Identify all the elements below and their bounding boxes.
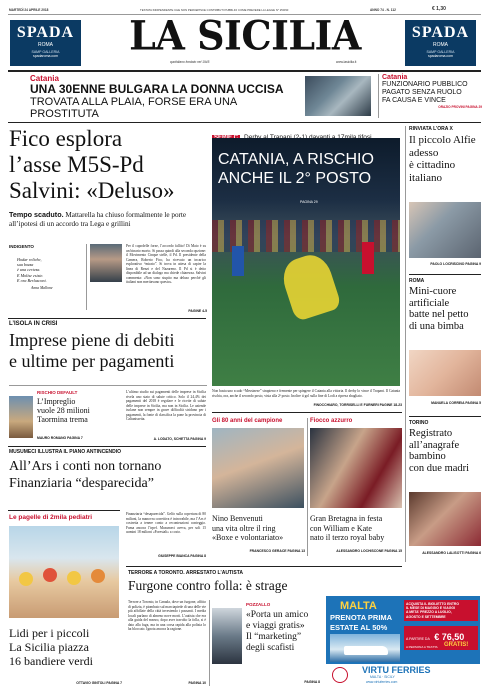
sport-headline-line2: ANCHE IL 2° POSTO <box>218 170 372 187</box>
ad-malta-right4: AGOSTO E SETTEMBRE <box>406 614 446 619</box>
alfie-photo <box>409 202 481 258</box>
taormina-photo <box>9 396 33 438</box>
indigento-box <box>9 244 87 310</box>
ad-malta-brand-sub: MALTA · SICILY <box>370 675 395 679</box>
newspaper-title: LA SICILIA <box>129 11 361 60</box>
alfie-line1: Il piccolo Alfie <box>409 134 476 146</box>
fiocco-line3: nato il terzo royal baby <box>310 533 385 542</box>
cuore-kicker: ROMA <box>409 278 425 284</box>
toronto-body: Terrore a Toronto, in Canada, dove un furgone, affitto di polizia, è piombato sul marciapiede di una delle vie più affollate della città investendo i passanti. I media locali parlano di almeno nove morti. L’autista che era alla guida del mezzo, dopo aver travolto la folla, si è dato alla fuga, ma in una corsa rapida alla polizia lo ha bloccato. Ignota ancora la ragione. <box>128 600 206 631</box>
isola-body: L’ultimo studio sui pagamenti delle imprese in Sicilia rivela uno stato di salute critico. Solo il 24,4% dei pagamenti del 2018 è regolare e le ricette di salute delle imprese in Sicilia, ma non in Sicilia. Le aziende isolane non sempre in grave difficoltà stridono per i pagamenti, la fonte di classifica la pone la provincia di Caltanissetta. <box>126 390 206 421</box>
top-right-line1: FUNZIONARIO PUBBLICO <box>382 81 468 88</box>
tagline: TESTATA INDIPENDENTE CHE NON PERCEPISCE CONTRIBUTI PUBBLICI COME PREVEDE LA LEGGE N° 250/90 <box>140 8 289 12</box>
top-story-kicker: Catania <box>30 74 59 83</box>
bambini-headline-line3: 16 bandiere verdi <box>9 654 93 668</box>
bambini-photo <box>9 526 119 618</box>
isola-sub-line3: Taormina trema <box>37 415 88 424</box>
lead-body: Per il capodelle forze, l’accordo fallito! Di Maio è su un binario morto. Si passa quindi alla seconda opzione: il Movimento Cinque stelle, il Pd. Il presidente della Camera, Roberto Fico, ha ricevuto un incarico esplorativo “mirato”. Si trova in attesa di capire la linea di Renzi e del Nazareno. Il Pd si è detto disponibile ad un dialogo ma chiede chiarezza. Salvini commenta: «Non sono stupito ma deluso perché gli italiani non meritavano questo». <box>126 244 206 284</box>
fiocco-kicker: Fiocco azzurro <box>310 418 353 424</box>
top-story-line2: TROVATA ALLA PLAIA, FORSE ERA UNA PROSTITUTA <box>30 96 237 120</box>
ars-kicker: MUSUMECI ILLUSTRA IL PIANO ANTINCENDIO <box>9 449 122 455</box>
campione-line2: una vita oltre il ring <box>212 523 276 533</box>
ad-spada-left[interactable] <box>10 20 81 66</box>
lead-deck-bold: Tempo scaduto. <box>9 210 64 219</box>
torino-story[interactable] <box>409 420 481 560</box>
isola-kicker: L’ISOLA IN CRISI <box>9 321 58 327</box>
ad-malta-brand: VIRTU FERRIES <box>362 665 431 675</box>
ad-malta-line2: ESTATE AL 50% <box>330 623 388 632</box>
ars-headline-line1: All’Ars i conti non tornano <box>9 459 162 474</box>
ad-malta-price-label: A PARTIRE DA <box>406 637 430 641</box>
top-right-story[interactable] <box>382 74 482 120</box>
ad-spada-right[interactable] <box>405 20 476 66</box>
top-story[interactable] <box>30 74 300 120</box>
ad-malta[interactable] <box>326 596 480 686</box>
fiocco-sig: ALESSANDRO LOCHISCONE PAGINA 15 <box>336 549 402 553</box>
ad-malta-title: MALTA <box>340 600 377 612</box>
isola-sub-sig: MAURO ROMANO PAGINA 7 <box>37 436 83 440</box>
price: € 1,30 <box>432 6 446 12</box>
date: MARTEDÌ 24 APRILE 2018 <box>9 8 49 12</box>
pozzallo-kicker: POZZALLO <box>246 602 271 607</box>
lead-headline[interactable] <box>9 126 207 208</box>
alfie-kicker: RINVIATA L’ORA X <box>409 126 453 132</box>
lead-page-ref: PAGINE 4-5 <box>188 309 207 313</box>
isola-headline-line1: Imprese piene di debiti <box>9 330 175 350</box>
ad-malta-right1: ACQUISTA IL BIGLIETTO ENTRO <box>406 602 459 606</box>
alfie-sig: PAOLO LOCRISCINO PAGINA 9 <box>430 262 481 266</box>
bambini-headline-line1: Lidi per i piccoli <box>9 626 90 640</box>
top-right-kicker: Catania <box>382 74 408 81</box>
ad-spada-line-right: SAMP GALLERIA <box>426 50 455 54</box>
ad-malta-price: € 76,50 <box>434 632 465 642</box>
cuore-sig: MANUELA CORREIA PAGINA 5 <box>431 401 481 405</box>
sport-headline-line1: CATANIA, A RISCHIO <box>218 151 374 168</box>
ad-malta-line1: PRENOTA PRIMA <box>330 613 393 622</box>
torino-photo <box>409 492 481 546</box>
torino-line2: all’anagrafe <box>409 439 460 451</box>
cuore-photo <box>409 350 481 396</box>
issue-number: ANNO 74 - N. 112 <box>370 8 396 12</box>
fiocco-story[interactable] <box>310 418 402 556</box>
cuore-line4: di una bimba <box>409 320 464 332</box>
ad-spada-site: spadaroma.com <box>32 54 59 58</box>
ad-spada-brand: SPADA <box>16 24 75 41</box>
ad-malta-ship-photo <box>330 634 400 662</box>
top-right-ref: ORAZIO PROVINI PAGINA 29 <box>438 105 482 109</box>
indigento-author: Anna Mallone <box>31 286 53 291</box>
torino-line1: Registrato <box>409 428 453 439</box>
isola-sub[interactable] <box>9 390 129 440</box>
toronto-kicker: TERRORE A TORONTO. ARRESTATO L’AUTISTA <box>128 570 244 576</box>
alfie-line3: è cittadino <box>409 159 456 171</box>
alfie-story[interactable] <box>409 126 481 270</box>
isola-sig: A. LODATO, SCHETTA PAGINA 9 <box>153 437 206 441</box>
lead-headline-line3: Salvini: «Deluso» <box>9 178 175 203</box>
isola-sub-kicker: RISCHIO DEFAULT <box>37 390 78 395</box>
isola-headline[interactable] <box>9 330 209 378</box>
fiocco-line2: con William e Kate <box>310 523 372 533</box>
website: www.lasicilia.it <box>336 60 357 64</box>
sport-caption: Non basta uno scudo “Messinese” strapieno e fremente per spingere il Catania alla vittoria. Il derby lo vince il Trapani. Il Catania rischia, ora, anche il secondo posto, vista alla 2ª posto. Inoltre ti gol sulla fine di Lodi a ripresa sbagliato. <box>212 389 400 398</box>
pozzallo-story[interactable] <box>212 600 324 686</box>
pozzallo-line2: e viaggi gratis» <box>246 621 305 631</box>
ars-sig: GIUSEPPE BIANCA PAGINA 8 <box>158 554 206 558</box>
isola-sub-line2: vuole 28 milioni <box>37 406 90 415</box>
indigento-title: INDIGENTO <box>9 244 34 249</box>
top-story-photo <box>305 76 371 116</box>
sport-signature: FINOCCHIARO, TORRISELLI E FURNERI PAGINE 18-23 <box>313 403 402 407</box>
campione-kicker: Gli 80 anni del campione <box>212 418 283 424</box>
lead-photo <box>90 244 122 282</box>
isola-sub-line1: L’Impreglio <box>37 397 76 406</box>
ad-malta-right3: A META’ PREZZO A LUGLIO, <box>406 610 452 615</box>
top-story-line1: UNA 30ENNE BULGARA LA DONNA UCCISA <box>30 82 284 96</box>
ars-headline-line2: Finanziaria “desparecida” <box>9 476 154 491</box>
ad-malta-logo-icon <box>332 667 348 683</box>
ad-malta-gratis: GRATIS! <box>444 642 469 648</box>
founded-line: quotidiano fondato nel 1945 <box>170 60 210 64</box>
ad-spada-city-right: ROMA <box>433 42 448 48</box>
sport-headline <box>218 150 396 194</box>
ad-malta-site: www.virtuferries.com <box>366 680 398 684</box>
lead-deck <box>9 210 207 234</box>
top-right-line2: PAGATO SENZA RUOLO <box>382 89 462 96</box>
cuore-line3: batte nel petto <box>409 309 469 320</box>
ars-body: Finanziaria “desaparecida”. Gelfo sulla copertura di 80 milioni, la manovra correttiva è introvabile, ma l’Ars è costretta a tenere conto a reconteazioni conteggio. Fuma ancora l’irpef. Musumeci aveva, per soli 15 uomini 18 milioni «Forestali» a costo. <box>126 512 206 534</box>
ad-spada-line: SAMP GALLERIA <box>31 50 60 54</box>
indigento-line1: Hodar reliebe, <box>17 257 42 262</box>
indigento-line5: E ora Berlusconi. <box>17 277 47 283</box>
pozzallo-photo <box>212 608 242 664</box>
bambini-sig: OTTAVIO GINTOLI PAGINA 7 <box>76 681 122 685</box>
ad-spada-site-right: spadaroma.com <box>427 54 454 58</box>
toronto-headline[interactable]: Furgone contro folla: è strage <box>128 578 288 593</box>
lead-headline-line2: l’asse M5S-Pd <box>9 152 144 177</box>
sport-header <box>212 126 402 136</box>
ad-malta-price-note: A PERSONA A TRATTA <box>406 645 438 649</box>
campione-line3: «Boxe e volontariato» <box>212 533 284 542</box>
torino-kicker: TORINO <box>409 420 429 426</box>
bambini-kicker: Le pagelle di 2mila pediatri <box>9 514 93 521</box>
campione-sig: FRANCESCO GERACE PAGINA 13 <box>249 549 305 553</box>
torino-line3: bambino <box>409 451 446 462</box>
ars-headline[interactable] <box>9 458 207 502</box>
indigento-line4: E Molise esiste. <box>17 272 44 278</box>
lead-deck-text: Mattarella ha chiuso formalmente le porte all’ipotesi di un accordo tra Lega e grillini <box>9 211 187 228</box>
cuore-story[interactable] <box>409 278 481 410</box>
fiocco-photo <box>310 428 402 508</box>
torino-line4: con due madri <box>409 462 470 474</box>
top-right-line3: FA CAUSA E VINCE <box>382 97 446 104</box>
pozzallo-line1: «Porta un amico <box>246 610 309 620</box>
bambini-headline[interactable] <box>9 626 124 676</box>
campione-photo <box>212 428 304 508</box>
ad-spada-city: ROMA <box>38 42 53 48</box>
fiocco-line1: Gran Bretagna in festa <box>310 514 383 523</box>
lead-headline-line1: Fico esplora <box>9 126 123 151</box>
campione-story[interactable] <box>212 418 305 556</box>
isola-headline-line2: e ultime per pagamenti <box>9 351 175 371</box>
indigento-line3: è una certeza. <box>17 267 41 273</box>
torino-sig: ALESSANDRO LALISOTTI PAGINA 6 <box>422 551 481 555</box>
cuore-line1: Mini-cuore <box>409 286 457 297</box>
pozzallo-line3: Il “marketing” <box>246 632 302 642</box>
alfie-line4: italiano <box>409 171 442 184</box>
cuore-line2: artificiale <box>409 297 450 309</box>
ad-malta-right2: IL MESE DI MAGGIO E VIAGGI <box>406 606 455 611</box>
pozzallo-sig: PAGINA 8 <box>304 680 320 684</box>
sport-tag: PAGINA 29 <box>300 200 318 204</box>
toronto-sig: PAGINA 10 <box>188 681 206 685</box>
bambini-headline-line2: La Sicilia piazza <box>9 640 89 654</box>
campione-line1: Nino Benvenuti <box>212 514 263 523</box>
ad-spada-brand-right: SPADA <box>411 24 470 41</box>
alfie-line2: adesso <box>409 146 439 159</box>
pozzallo-line4: degli scafisti <box>246 643 295 653</box>
indigento-line2: sua bozza <box>17 262 34 268</box>
